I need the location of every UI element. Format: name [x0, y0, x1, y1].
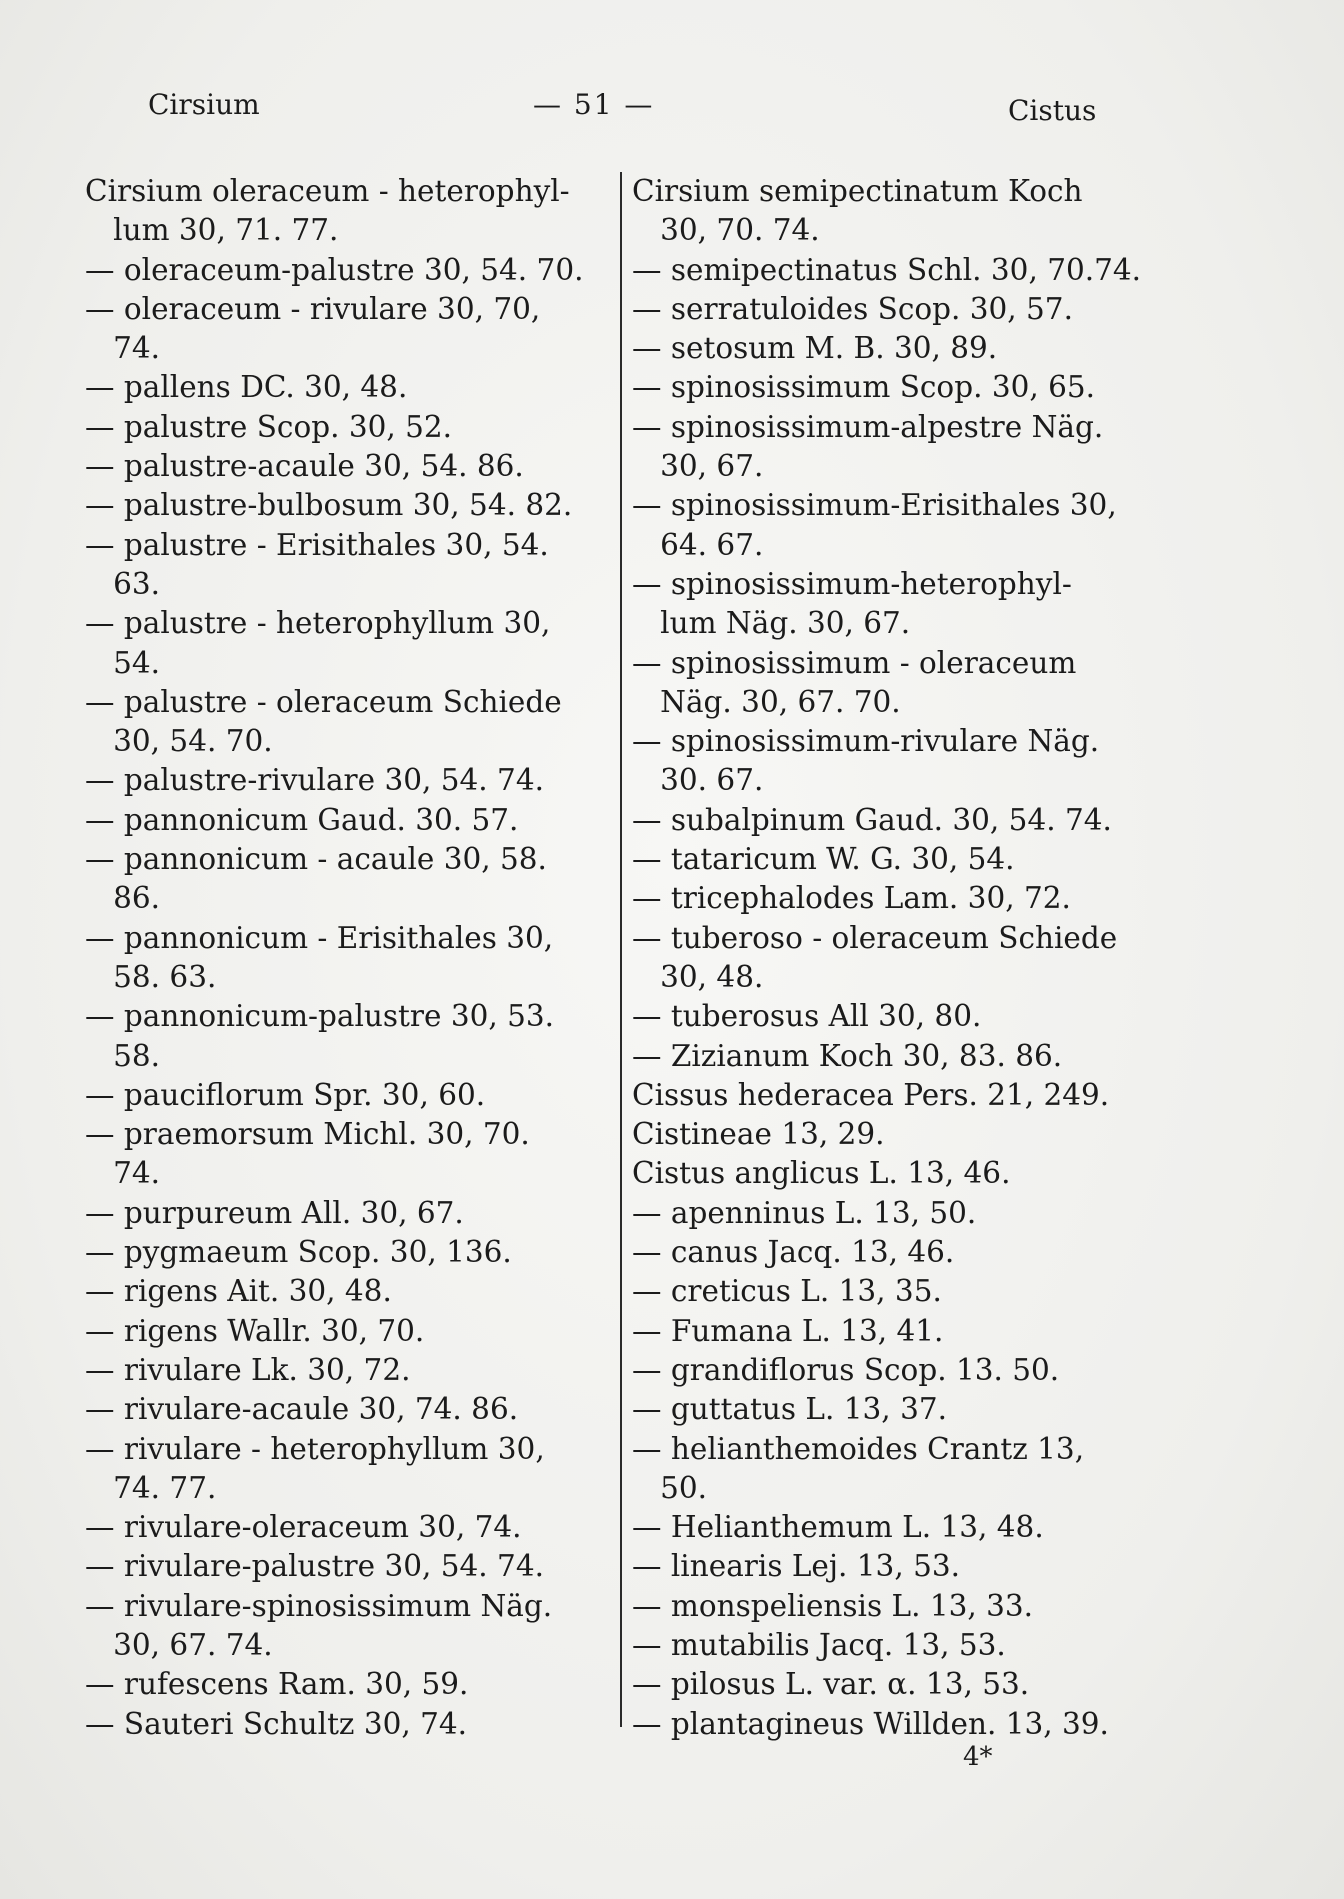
index-entry-line: — spinosissimum-alpestre Näg. — [632, 409, 1104, 444]
index-entry-line: — rivulare-palustre 30, 54. 74. — [85, 1549, 544, 1584]
index-entry-line: — monspeliensis L. 13, 33. — [632, 1588, 1034, 1623]
index-entry-line: 63. — [85, 566, 161, 601]
index-entry-line: — rigens Wallr. 30, 70. — [85, 1313, 425, 1348]
index-entry-line: — pannonicum - acaule 30, 58. — [85, 842, 547, 877]
index-entry-line: Cistus anglicus L. 13, 46. — [632, 1156, 1011, 1191]
index-entry-line: — pallens DC. 30, 48. — [85, 370, 408, 405]
index-entry-line: — plantagineus Willden. 13, 39. — [632, 1706, 1109, 1741]
index-entry-line: — spinosissimum - oleraceum — [632, 645, 1077, 680]
index-entry-line: — rivulare-spinosissimum Näg. — [85, 1588, 553, 1623]
index-entry-line: 86. — [85, 881, 161, 916]
right-column — [632, 172, 1272, 1744]
index-entry-line: — helianthemoides Crantz 13, — [632, 1431, 1085, 1466]
index-entry-line: — guttatus L. 13, 37. — [632, 1392, 947, 1427]
index-entry-line: 58. — [85, 1038, 161, 1073]
index-entry-line: 30, 67. — [632, 449, 764, 484]
index-entry-line: 30, 70. 74. — [632, 213, 820, 248]
index-entry-line: — rivulare Lk. 30, 72. — [85, 1352, 411, 1387]
index-entry-line: — pilosus L. var. α. 13, 53. — [632, 1667, 1030, 1702]
index-entry-line: — tuberoso - oleraceum Schiede — [632, 920, 1118, 955]
index-entry-line: — Helianthemum L. 13, 48. — [632, 1510, 1044, 1545]
index-entry-line: — pannonicum Gaud. 30. 57. — [85, 802, 519, 837]
index-entry-line: — palustre - heterophyllum 30, — [85, 606, 551, 641]
index-entry-line: — tricephalodes Lam. 30, 72. — [632, 881, 1071, 916]
index-entry-line: 30, 48. — [632, 959, 764, 994]
index-entry-line: — canus Jacq. 13, 46. — [632, 1235, 955, 1270]
index-entry-line: — pauciflorum Spr. 30, 60. — [85, 1077, 486, 1112]
index-entry-line: 74. 77. — [85, 1470, 217, 1505]
index-entry-line: — serratuloides Scop. 30, 57. — [632, 291, 1073, 326]
index-entry-line: — creticus L. 13, 35. — [632, 1274, 942, 1309]
index-entry-line: — subalpinum Gaud. 30, 54. 74. — [632, 802, 1112, 837]
index-entry-line: — tuberosus All 30, 80. — [632, 999, 982, 1034]
index-entry-line: — palustre Scop. 30, 52. — [85, 409, 453, 444]
index-entry-line: — spinosissimum-Erisithales 30, — [632, 488, 1117, 523]
index-entry-line: — rivulare-acaule 30, 74. 86. — [85, 1392, 519, 1427]
left-column — [85, 172, 620, 1744]
index-entry-line: — oleraceum - rivulare 30, 70, — [85, 291, 541, 326]
index-entry-line: — palustre-bulbosum 30, 54. 82. — [85, 488, 573, 523]
index-entry-line: — palustre-rivulare 30, 54. 74. — [85, 763, 544, 798]
index-entry-line: 50. — [632, 1470, 708, 1505]
index-entry-line: Näg. 30, 67. 70. — [632, 684, 901, 719]
index-entry-line: 58. 63. — [85, 959, 217, 994]
index-entry-line: — spinosissimum-heterophyl- — [632, 566, 1072, 601]
header-left-word: Cirsium — [148, 88, 260, 121]
index-entry-line: — pannonicum - Erisithales 30, — [85, 920, 554, 955]
index-entry-line: — palustre - oleraceum Schiede — [85, 684, 562, 719]
index-entry-line: — pannonicum-palustre 30, 53. — [85, 999, 555, 1034]
index-entry-line: — palustre - Erisithales 30, 54. — [85, 527, 549, 562]
running-header — [148, 88, 1099, 128]
index-entry-line: Cistineae 13, 29. — [632, 1117, 885, 1152]
index-entry-line: — spinosissimum-rivulare Näg. — [632, 724, 1100, 759]
page-number: — 51 — — [533, 88, 655, 121]
signature-mark: 4* — [963, 1742, 993, 1772]
index-entry-line: 30, 54. 70. — [85, 724, 273, 759]
header-right-word: Cistus — [1008, 94, 1097, 127]
index-entry-line: lum Näg. 30, 67. — [632, 606, 911, 641]
index-entry-line: — Fumana L. 13, 41. — [632, 1313, 944, 1348]
index-entry-line: — Zizianum Koch 30, 83. 86. — [632, 1038, 1063, 1073]
index-entry-line: — spinosissimum Scop. 30, 65. — [632, 370, 1096, 405]
index-entry-line: 30. 67. — [632, 763, 764, 798]
index-entry-line: — rufescens Ram. 30, 59. — [85, 1667, 469, 1702]
index-entry-line: — mutabilis Jacq. 13, 53. — [632, 1627, 1006, 1662]
index-entry-line: — rivulare-oleraceum 30, 74. — [85, 1510, 522, 1545]
index-entry-line: — purpureum All. 30, 67. — [85, 1195, 464, 1230]
index-entry-line: — grandiflorus Scop. 13. 50. — [632, 1352, 1060, 1387]
index-entry-line: lum 30, 71. 77. — [85, 213, 339, 248]
index-entry-line: — praemorsum Michl. 30, 70. — [85, 1117, 530, 1152]
index-entry-line: — palustre-acaule 30, 54. 86. — [85, 449, 524, 484]
index-entry-line: — Sauteri Schultz 30, 74. — [85, 1706, 468, 1741]
index-entry-line: 30, 67. 74. — [85, 1627, 273, 1662]
index-entry-line: — oleraceum-palustre 30, 54. 70. — [85, 252, 584, 287]
index-entry-line: — semipectinatus Schl. 30, 70.74. — [632, 252, 1142, 287]
column-divider — [620, 172, 622, 1727]
index-entry-line: 74. — [85, 331, 161, 366]
index-entry-line: — rivulare - heterophyllum 30, — [85, 1431, 545, 1466]
index-entry-line: Cirsium semipectinatum Koch — [632, 174, 1083, 208]
index-entry-line: 74. — [85, 1156, 161, 1191]
index-entry-line: — rigens Ait. 30, 48. — [85, 1274, 392, 1309]
index-entry-line: 64. 67. — [632, 527, 764, 562]
index-entry-line: — apenninus L. 13, 50. — [632, 1195, 977, 1230]
index-entry-line: — setosum M. B. 30, 89. — [632, 331, 998, 366]
index-entry-line: — pygmaeum Scop. 30, 136. — [85, 1235, 512, 1270]
index-entry-line: 54. — [85, 645, 161, 680]
index-entry-line: — linearis Lej. 13, 53. — [632, 1549, 961, 1584]
index-entry-line: — tataricum W. G. 30, 54. — [632, 842, 1015, 877]
index-entry-line: Cirsium oleraceum - heterophyl- — [85, 174, 570, 208]
index-entry-line: Cissus hederacea Pers. 21, 249. — [632, 1077, 1110, 1112]
